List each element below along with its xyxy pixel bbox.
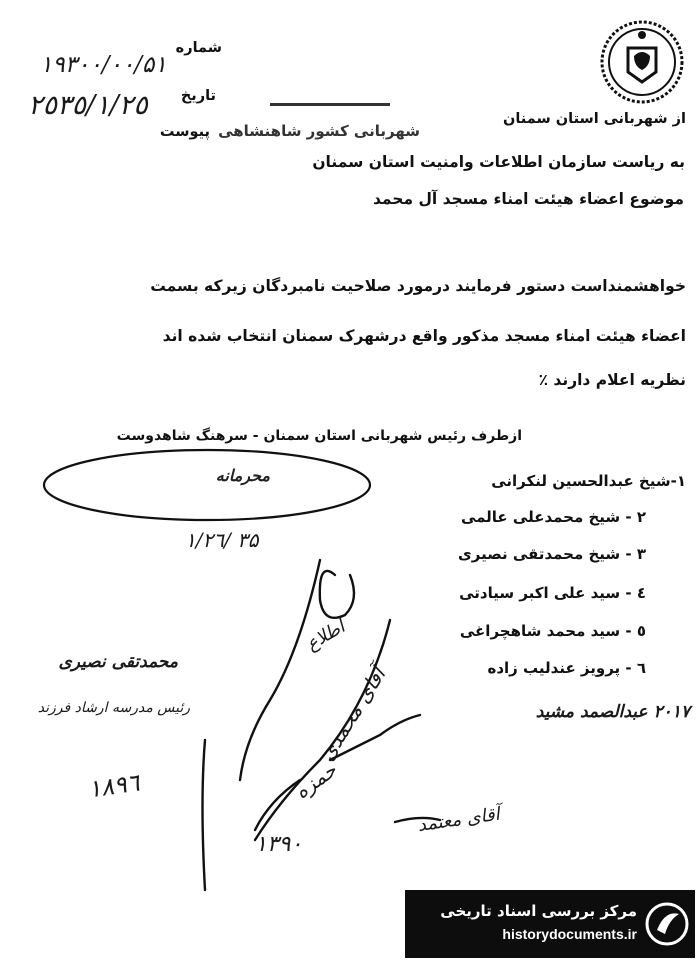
- handwritten-signature-name: محمدتقی نصیری: [58, 652, 178, 672]
- subject-line: موضوع اعضاء هیئت امناء مسجد آل محمد: [372, 190, 684, 208]
- recipient-line: به ریاست سازمان اطلاعات وامنیت استان سمنان: [312, 153, 685, 171]
- emblem-seal: [598, 18, 686, 106]
- footer-watermark: [405, 890, 695, 958]
- handwritten-signature-title: رئیس مدرسه ارشاد فرزند: [37, 700, 190, 716]
- list-item: ٣ - شیخ محمدتقی نصیری: [458, 545, 646, 563]
- handwritten-note-4: ۱۳۹۰: [255, 832, 303, 857]
- date-value: ٢٥٣٥/١/٢٥: [28, 90, 148, 121]
- added-member: ٢٠١٧ عبدالصمد مشید: [535, 702, 690, 722]
- archive-logo-icon: [643, 900, 691, 948]
- oval-stamp: [40, 446, 375, 524]
- list-item: ١-شیخ عبدالحسین لنکرانی: [491, 472, 686, 490]
- number-value: ١٩٣٠٠/٠٠/۵١: [40, 52, 167, 78]
- body-line-1: خواهشمنداست دستور فرمایند درمورد صلاحیت نامبردگان زیرکه بسمت: [150, 277, 686, 295]
- list-item: ٤ - سید علی اکبر سیادتی: [459, 584, 646, 602]
- stamp-text: محرمانه: [215, 466, 270, 485]
- handwritten-note-2: آقای محمدی: [314, 663, 391, 765]
- lion-sun-emblem-icon: [598, 18, 686, 106]
- signature-line: ازطرف رئیس شهربانی استان سمنان - سرهنگ شاهدوست: [116, 428, 522, 444]
- crossed-text: شهربانی کشور شاهنشاهی: [218, 122, 420, 140]
- footer-url: historydocuments.ir: [502, 926, 637, 942]
- list-item: ٦ - پرویز عندلیب زاده: [487, 659, 646, 677]
- list-item: ٥ - سید محمد شاهچراغی: [459, 622, 646, 640]
- agency-name: از شهربانی استان سمنان: [502, 111, 686, 127]
- strike-line: [270, 103, 390, 106]
- handwritten-note-5: آقای معتمد: [416, 803, 501, 837]
- number-label: شماره: [175, 40, 222, 56]
- handwritten-number: ١٨٩٦: [86, 768, 142, 804]
- date-label: تاریخ: [180, 88, 216, 104]
- handwritten-note-1: اطلاع: [302, 616, 349, 655]
- list-item: ٢ - شیخ محمدعلی عالمی: [460, 508, 646, 526]
- stamp-date: ١/٢٦/ ۳۵: [185, 528, 259, 552]
- footer-org-name: مرکز بررسی اسناد تاریخی: [440, 902, 637, 920]
- handwritten-note-3: حمزه: [290, 757, 342, 804]
- body-line-3: نظریه اعلام دارند ٪: [538, 371, 686, 389]
- attachment-label: پیوست: [159, 124, 210, 140]
- body-line-2: اعضاء هیئت امناء مسجد مذکور واقع درشهرک سمنان انتخاب شده اند: [162, 327, 686, 345]
